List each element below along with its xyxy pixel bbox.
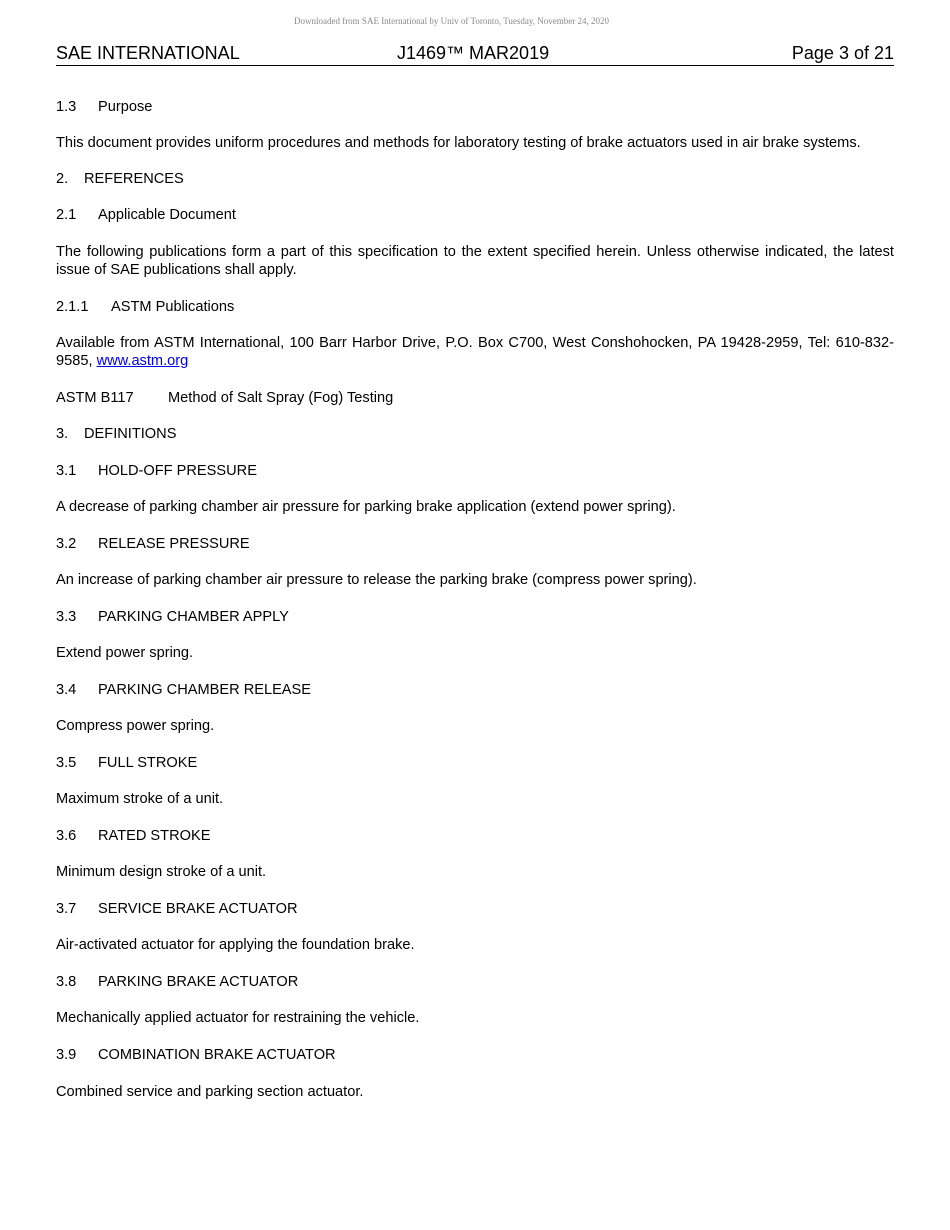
definition-item <box>56 827 894 881</box>
paragraph: The following publications form a part of this specification to the extent specified herein. Unless otherwise indicated, the latest issue of SAE publications shall apply. <box>56 244 894 278</box>
section-title: COMBINATION BRAKE ACTUATOR <box>98 1047 336 1063</box>
section-number: 3.8 <box>56 974 77 990</box>
page-header <box>56 43 894 66</box>
paragraph: Mechanically applied actuator for restraining the vehicle. <box>56 1010 420 1026</box>
paragraph: Extend power spring. <box>56 645 194 661</box>
reference-entry <box>56 389 894 407</box>
header-organization: SAE INTERNATIONAL <box>56 43 240 63</box>
paragraph: Maximum stroke of a unit. <box>56 791 224 807</box>
section-number: 3.4 <box>56 682 77 698</box>
section-number: 2. <box>56 171 69 187</box>
astm-website-link[interactable]: www.astm.org <box>96 353 189 369</box>
section-number: 2.1 <box>56 207 77 223</box>
definitions-list <box>56 462 894 1101</box>
section-heading <box>56 973 894 991</box>
paragraph: An increase of parking chamber air pressure to release the parking brake (compress power spring). <box>56 572 697 588</box>
reference-code: ASTM B117 <box>56 390 134 406</box>
section-heading <box>56 170 894 188</box>
section-heading <box>56 754 894 772</box>
section-title: RELEASE PRESSURE <box>98 536 250 552</box>
paragraph: Air-activated actuator for applying the foundation brake. <box>56 937 415 953</box>
astm-contact-text: Available from ASTM International, 100 Barr Harbor Drive, P.O. Box C700, West Conshohocken, PA 19428-2959, Tel: 610-832-9585, <box>56 335 894 369</box>
definition-item <box>56 754 894 808</box>
section-number: 3. <box>56 426 69 442</box>
section-heading <box>56 827 894 845</box>
download-watermark: Downloaded from SAE International by Univ of Toronto, Tuesday, November 24, 2020 <box>293 16 610 26</box>
section-heading <box>56 900 894 918</box>
paragraph <box>56 334 894 370</box>
section-heading <box>56 462 894 480</box>
section-title: PARKING BRAKE ACTUATOR <box>98 974 299 990</box>
paragraph: Combined service and parking section actuator. <box>56 1084 364 1100</box>
reference-title: Method of Salt Spray (Fog) Testing <box>168 390 394 406</box>
section-heading <box>56 1046 894 1064</box>
definition-item <box>56 900 894 954</box>
section-number: 3.6 <box>56 828 77 844</box>
section-title: ASTM Publications <box>111 299 235 315</box>
section-title: SERVICE BRAKE ACTUATOR <box>98 901 298 917</box>
section-number: 3.9 <box>56 1047 77 1063</box>
section-heading <box>56 425 894 443</box>
section-heading <box>56 206 894 224</box>
definition-item <box>56 681 894 735</box>
section-heading <box>56 608 894 626</box>
paragraph: This document provides uniform procedures and methods for laboratory testing of brake actuators used in air brake systems. <box>56 135 861 151</box>
header-page-number: Page 3 of 21 <box>791 43 894 63</box>
section-title: PARKING CHAMBER RELEASE <box>98 682 312 698</box>
section-title: HOLD-OFF PRESSURE <box>98 463 257 479</box>
section-title: REFERENCES <box>84 171 184 187</box>
paragraph: Compress power spring. <box>56 718 215 734</box>
section-heading <box>56 98 894 116</box>
document-body <box>56 97 894 1101</box>
paragraph: A decrease of parking chamber air pressure for parking brake application (extend power spring). <box>56 499 676 515</box>
section-heading <box>56 535 894 553</box>
section-heading <box>56 298 894 316</box>
section-title: Purpose <box>98 99 153 115</box>
definition-item <box>56 1046 894 1101</box>
section-number: 3.7 <box>56 901 77 917</box>
section-title: Applicable Document <box>98 207 236 223</box>
section-title: PARKING CHAMBER APPLY <box>98 609 289 625</box>
definition-item <box>56 608 894 662</box>
definition-item <box>56 462 894 516</box>
paragraph: Minimum design stroke of a unit. <box>56 864 267 880</box>
section-number: 3.2 <box>56 536 77 552</box>
section-number: 1.3 <box>56 99 77 115</box>
section-heading <box>56 681 894 699</box>
definition-item <box>56 535 894 589</box>
definition-item <box>56 973 894 1027</box>
section-number: 3.5 <box>56 755 77 771</box>
section-title: RATED STROKE <box>98 828 211 844</box>
section-number: 3.3 <box>56 609 77 625</box>
section-title: DEFINITIONS <box>84 426 177 442</box>
header-document-id: J1469™ MAR2019 <box>397 43 550 63</box>
section-number: 3.1 <box>56 463 77 479</box>
section-number: 2.1.1 <box>56 299 89 315</box>
section-title: FULL STROKE <box>98 755 198 771</box>
